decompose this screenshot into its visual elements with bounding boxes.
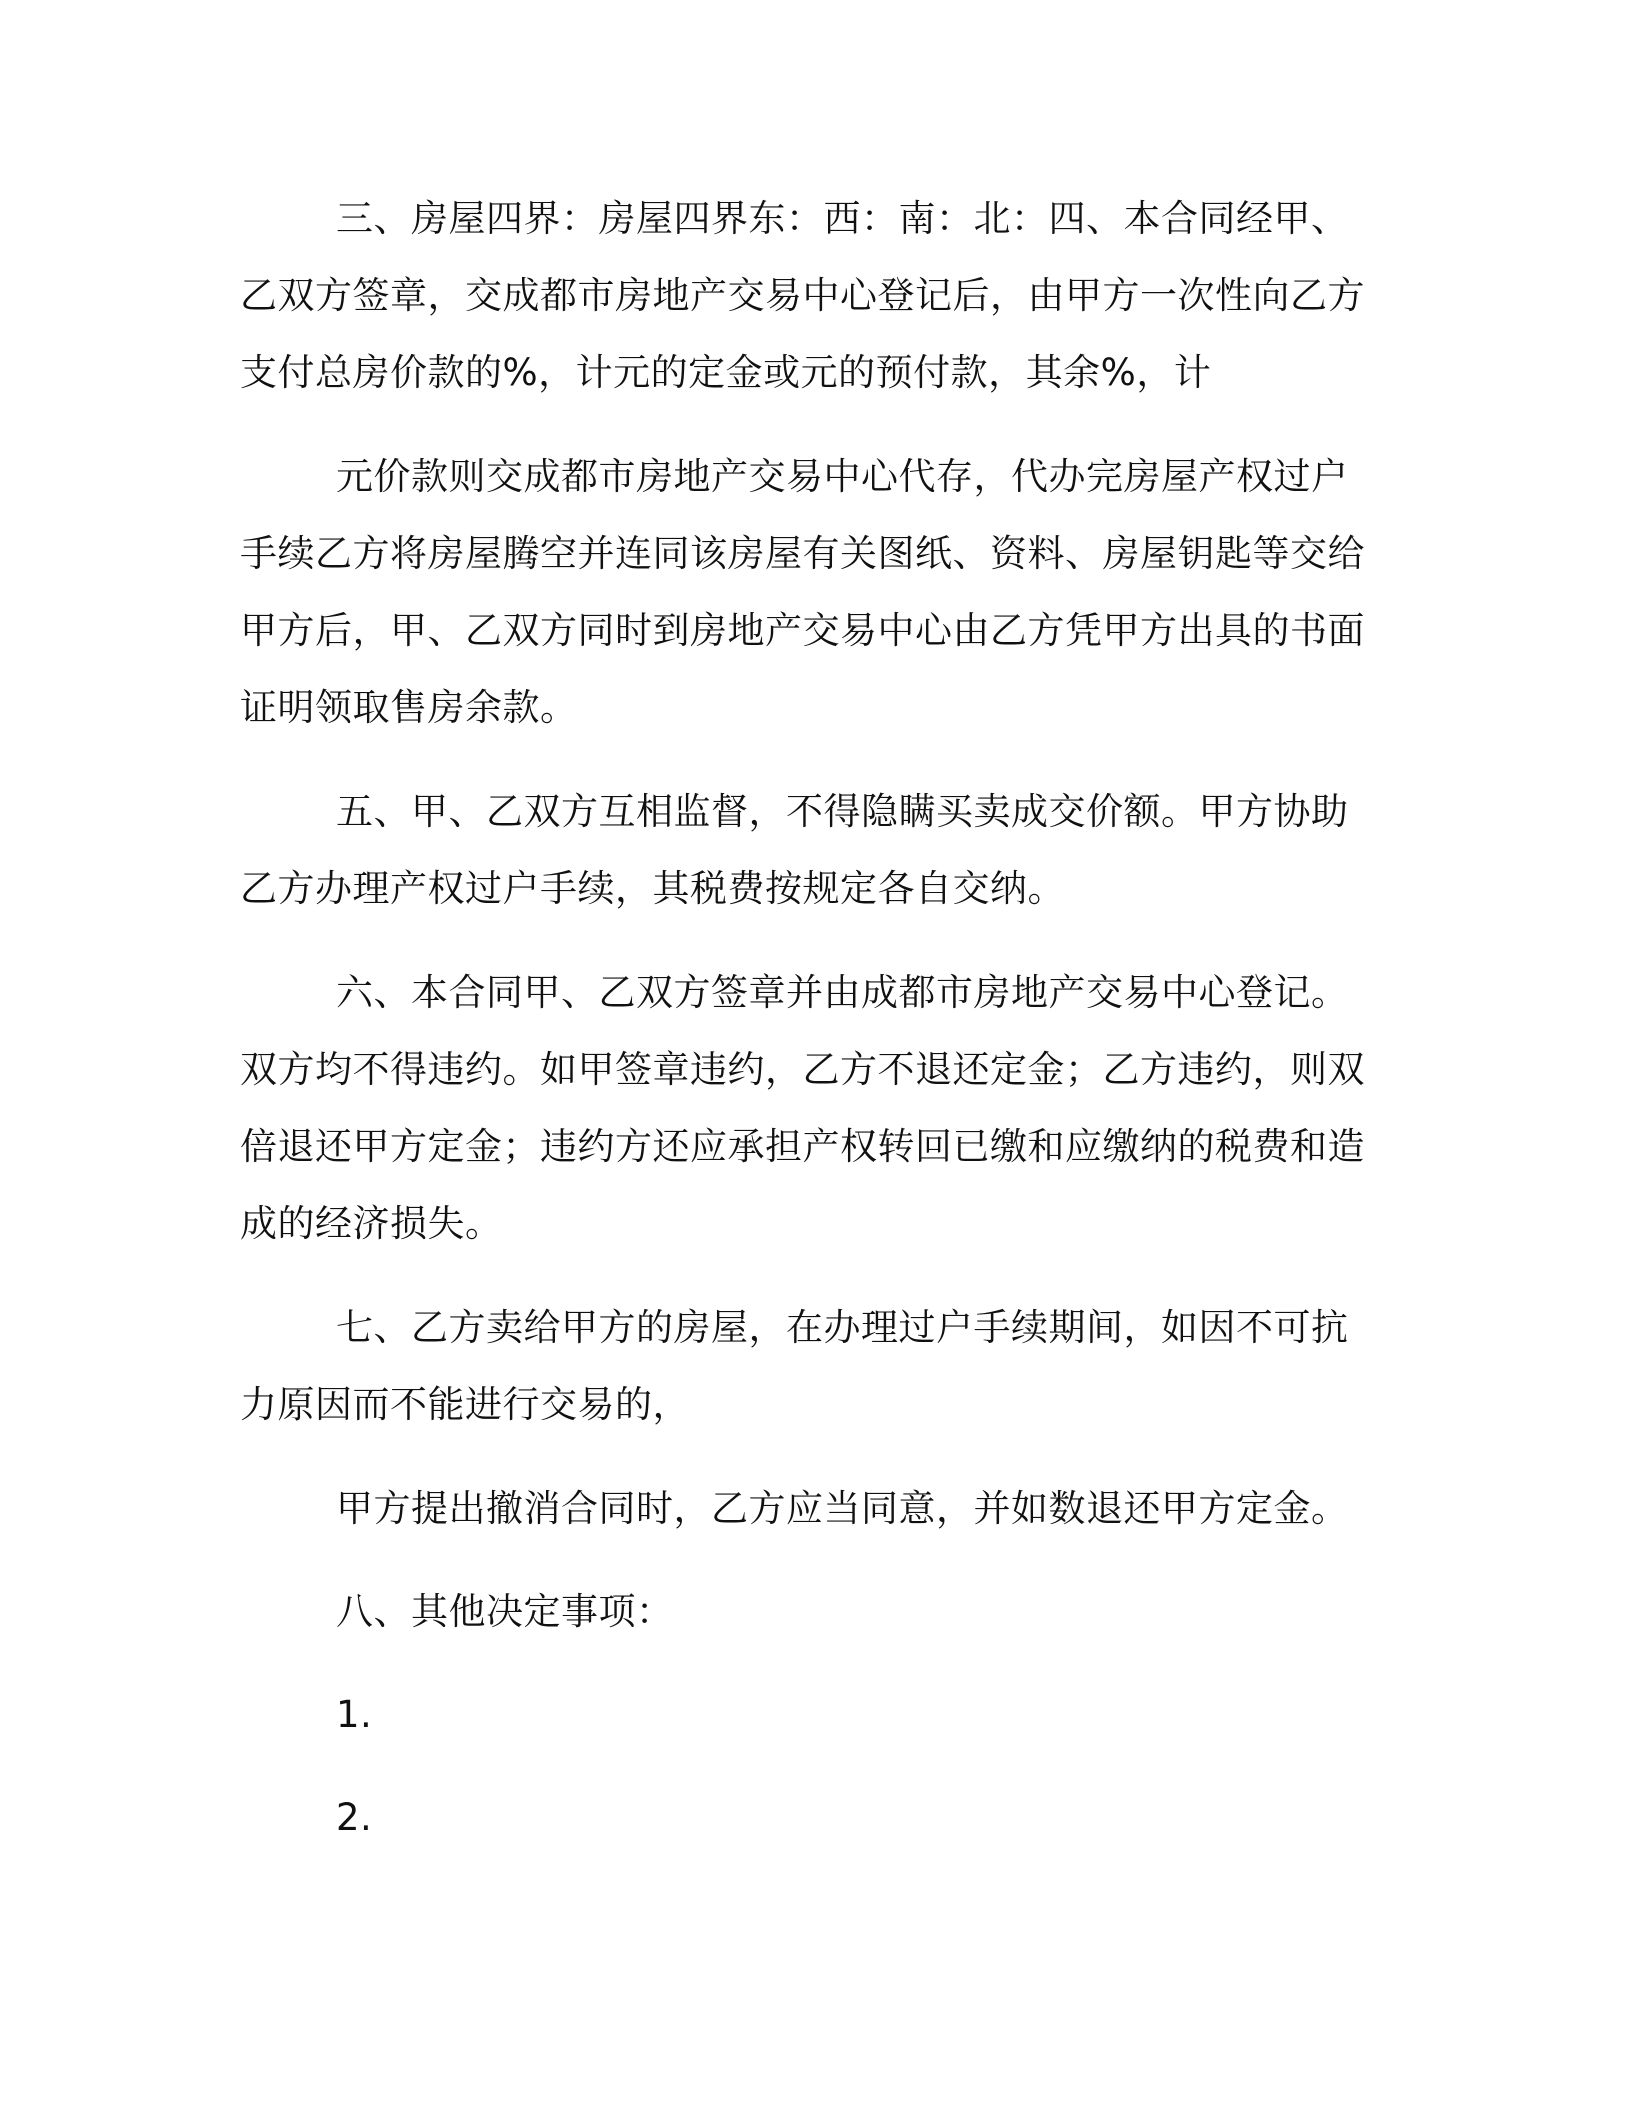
clause-8-heading: 八、其他决定事项： [336, 1590, 674, 1633]
list-item-2: 2. [336, 1796, 373, 1839]
clause-6-paragraph: 六、本合同甲、乙双方签章并由成都市房地产交易中心登记。双方均不得违约。如甲签章违约，乙方不退还定金；乙方违约，则双倍退还甲方定金；违约方还应承担产权转回已缴和应缴纳的税费和造成的经济损失。 [240, 971, 1365, 1245]
payment-paragraph: 元价款则交成都市房地产交易中心代存，代办完房屋产权过户手续乙方将房屋腾空并连同该房屋有关图纸、资料、房屋钥匙等交给甲方后，甲、乙双方同时到房地产交易中心由乙方凭甲方出具的书面证明领取售房余款。 [240, 455, 1365, 729]
cancellation-paragraph: 甲方提出撤消合同时，乙方应当同意，并如数退还甲方定金。 [336, 1487, 1349, 1530]
clause-7-paragraph: 七、乙方卖给甲方的房屋，在办理过户手续期间，如因不可抗力原因而不能进行交易的， [240, 1306, 1349, 1426]
list-item-1: 1. [336, 1693, 373, 1736]
clause-5-paragraph: 五、甲、乙双方互相监督，不得隐瞒买卖成交价额。甲方协助乙方办理产权过户手续，其税费按规定各自交纳。 [240, 790, 1349, 910]
clause-3-paragraph: 三、房屋四界：房屋四界东：西：南：北：四、本合同经甲、乙双方签章，交成都市房地产交易中心登记后，由甲方一次性向乙方支付总房价款的%，计元的定金或元的预付款，其余%，计 [240, 197, 1365, 394]
